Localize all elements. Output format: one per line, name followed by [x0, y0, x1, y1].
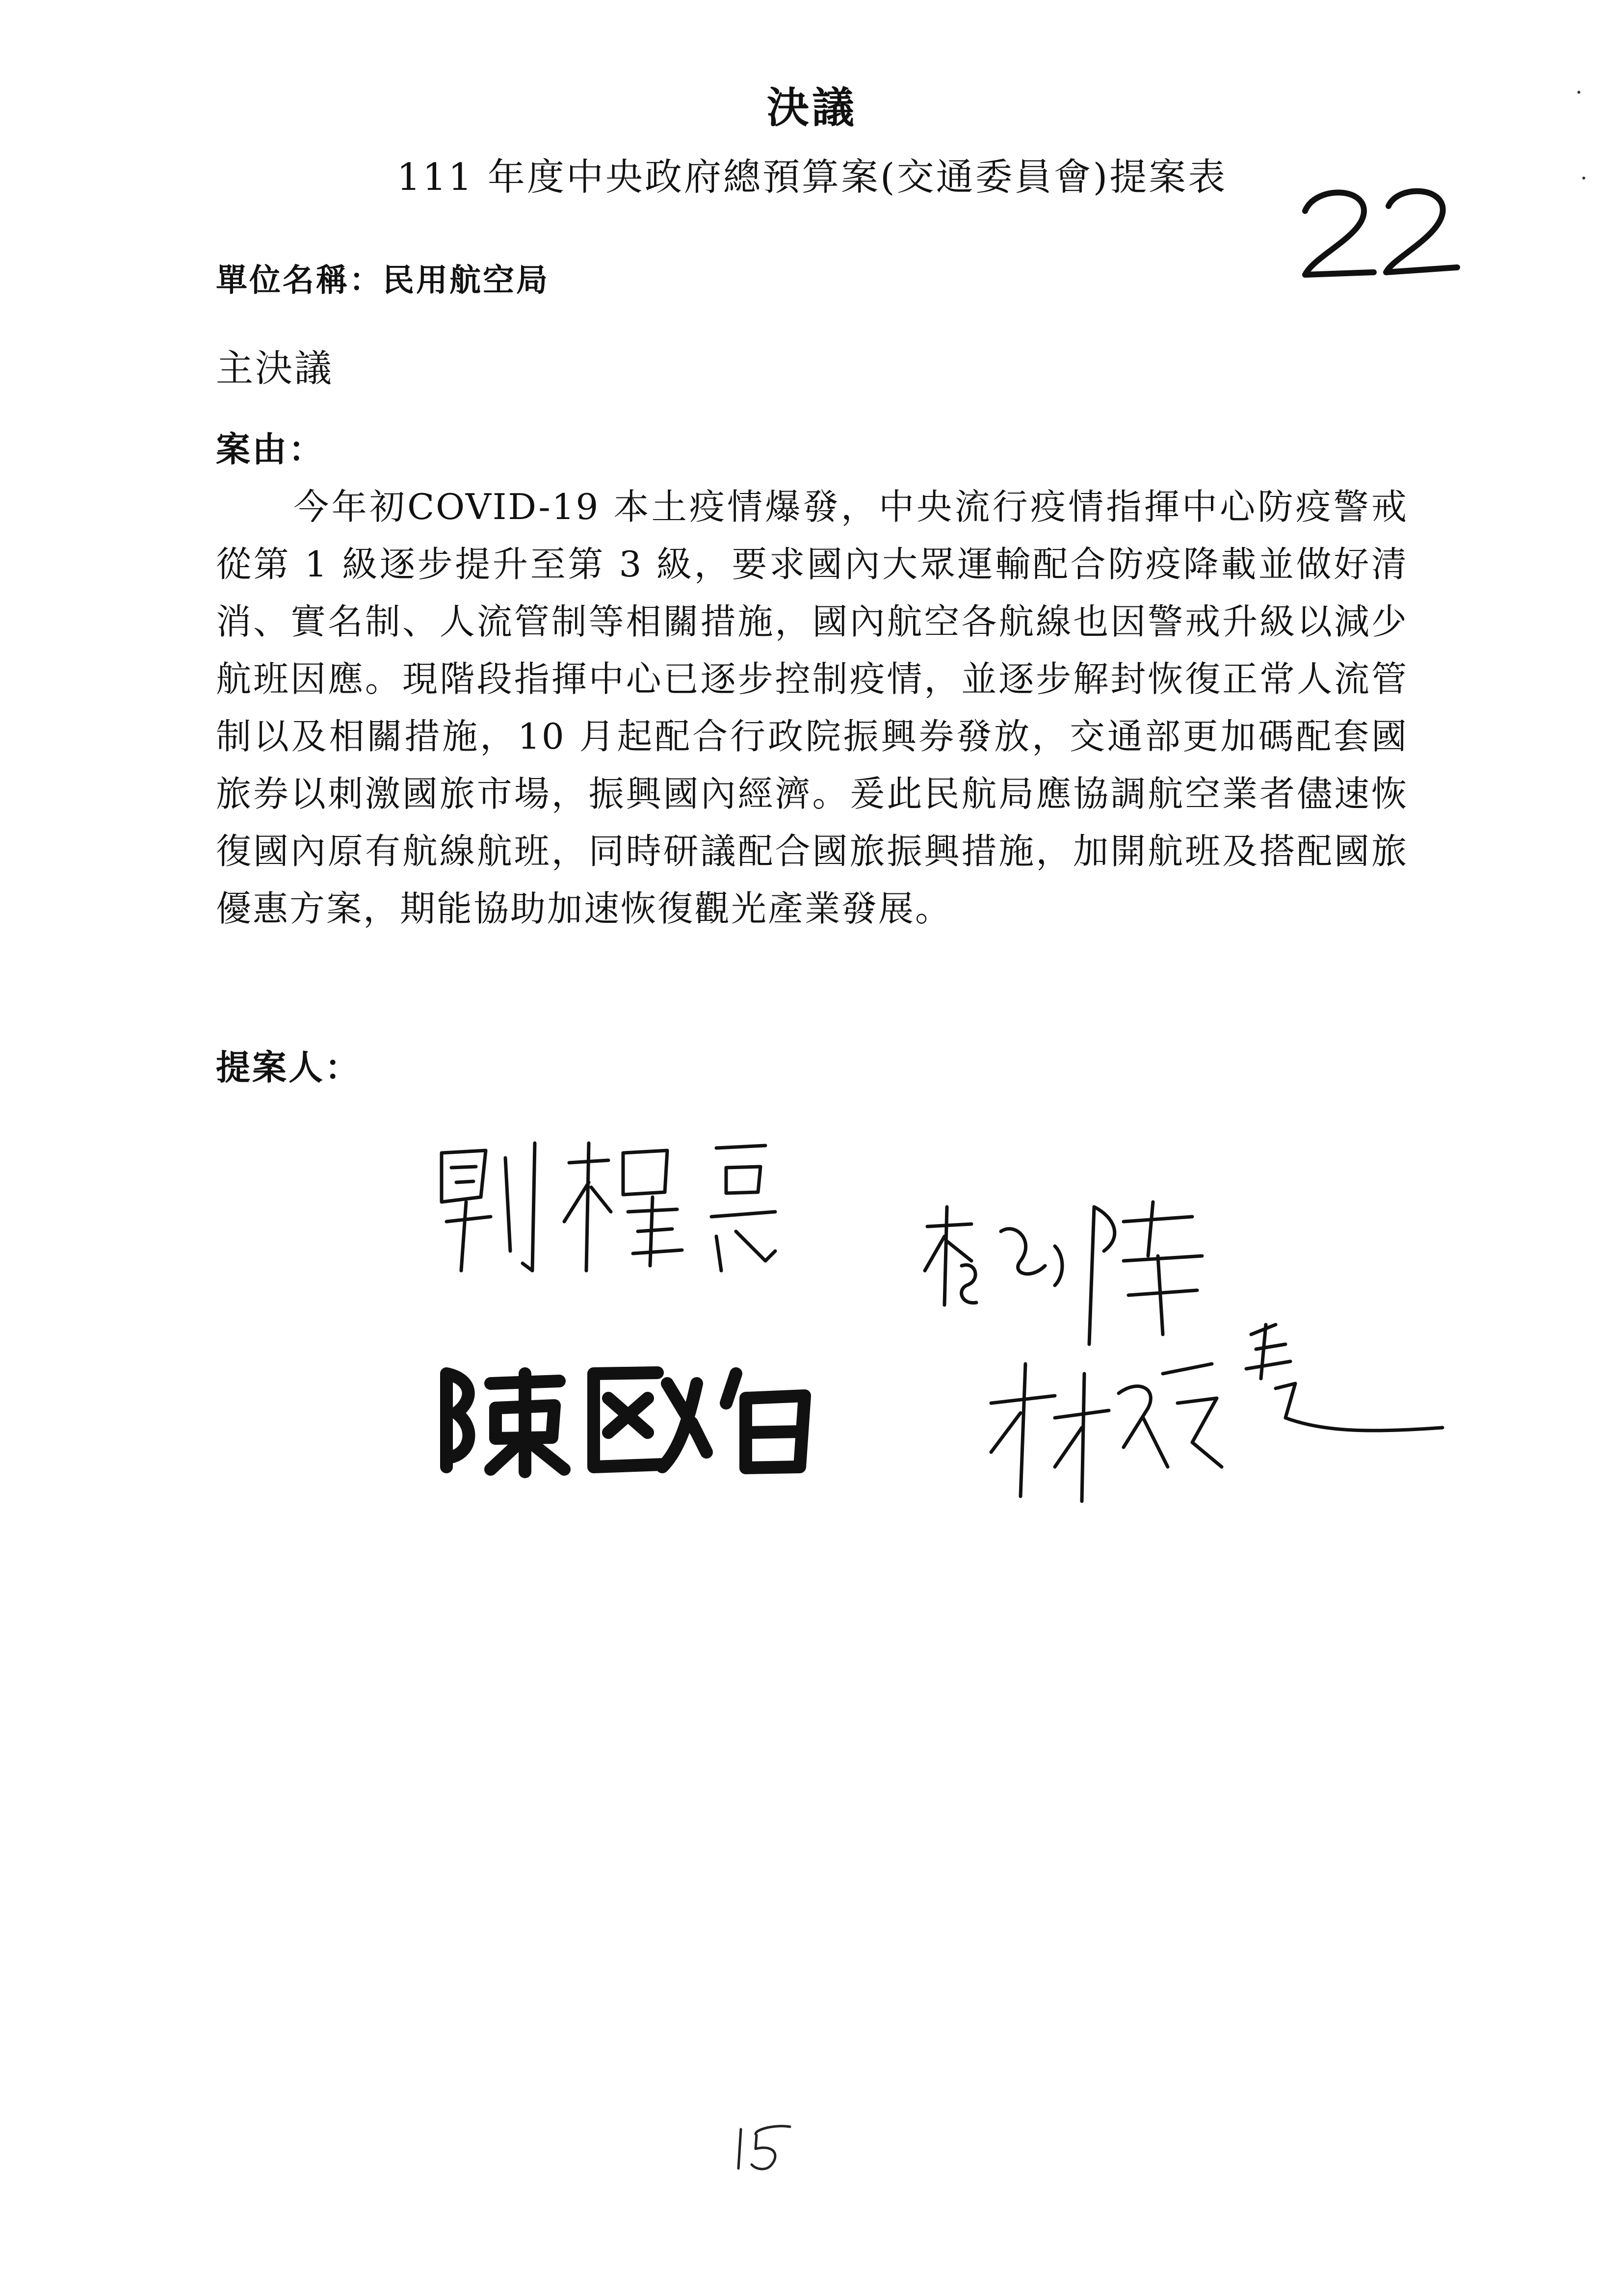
handwritten-number — [1295, 177, 1462, 294]
page-number — [721, 2110, 810, 2178]
signature-1 — [422, 1123, 864, 1290]
document-title: 決議 — [767, 83, 857, 132]
document-subtitle: 111 年度中央政府總預算案(交通委員會)提案表 — [396, 155, 1228, 199]
signature-3 — [432, 1354, 834, 1482]
proposer-label: 提案人： — [216, 1047, 361, 1088]
signature-4 — [981, 1305, 1452, 1511]
signature-4-text: 林俊憲 — [981, 1305, 983, 1306]
scan-speck — [1582, 177, 1585, 180]
scan-speck — [1577, 91, 1580, 94]
reason-text: 今年初COVID-19 本土疫情爆發，中央流行疫情指揮中心防疫警戒從第 1 級逐步提升至第 3 級，要求國內大眾運輸配合防疫降載並做好清消、實名制、人流管制等相關措施，國內航空各航線也因警戒升級以減少航班因應。現階段指揮中心已逐步控制疫情，並逐步解封恢復正常人流管制以及相關措施，10 月起配合行政院振興券發放，交通部更加碼配套國旅券以刺激國旅市場，振興國內經濟。爰此民航局應協調航空業者儘速恢復國內原有航線航班，同時研議配合國旅振興措施，加開航班及搭配國旅優惠方案，期能協助加速恢復觀光產業發展。 — [216, 486, 1408, 929]
main-resolution-label: 主決議 — [216, 346, 334, 390]
reason-label: 案由： — [216, 429, 325, 470]
handwritten-number-text: 22 — [1295, 177, 1296, 178]
page-number-text: 15 — [721, 2110, 722, 2111]
unit-name: 單位名稱：民用航空局 — [216, 262, 550, 299]
